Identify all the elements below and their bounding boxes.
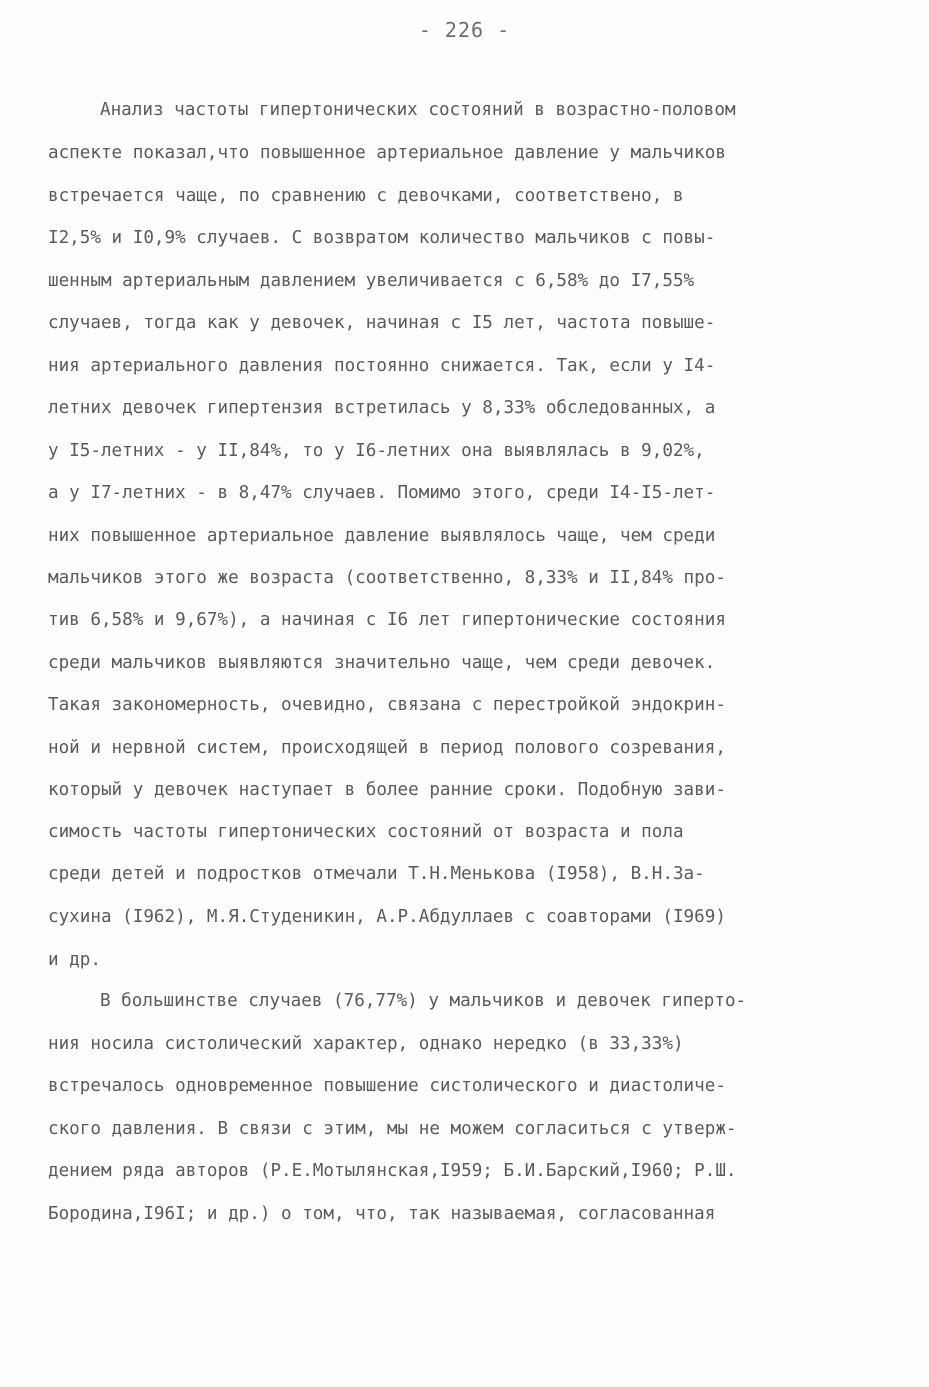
paragraph-1-line-9: у I5-летних - у II,84%, то у I6-летних она выявлялась в 9,02%, bbox=[48, 441, 705, 461]
paragraph-1-line-14: среди мальчиков выявляются значительно чаще, чем среди девочек. bbox=[48, 653, 716, 673]
paragraph-2-line-4: ского давления. В связи с этим, мы не можем согласиться с утверж- bbox=[48, 1119, 737, 1139]
paragraph-1-line-12: мальчиков этого же возраста (соответственно, 8,33% и II,84% про- bbox=[48, 568, 726, 588]
paragraph-1-line-8: летних девочек гипертензия встретилась у 8,33% обследованных, а bbox=[48, 398, 716, 418]
paragraph-1-line-5: шенным артериальным давлением увеличивается с 6,58% до I7,55% bbox=[48, 271, 695, 291]
paragraph-1-line-13: тив 6,58% и 9,67%), а начиная с I6 лет гипертонические состояния bbox=[48, 610, 726, 630]
paragraph-1-line-11: них повышенное артериальное давление выявлялось чаще, чем среди bbox=[48, 526, 716, 546]
paragraph-1-line-16: ной и нервной систем, происходящей в период полового созревания, bbox=[48, 738, 726, 758]
paragraph-1-line-6: случаев, тогда как у девочек, начиная с I5 лет, частота повыше- bbox=[48, 313, 716, 333]
paragraph-2-line-6: Бородина,I96I; и др.) о том, что, так называемая, согласованная bbox=[48, 1204, 716, 1224]
paragraph-1-line-2: аспекте показал,что повышенное артериальное давление у мальчиков bbox=[48, 143, 726, 163]
paragraph-1-line-4: I2,5% и I0,9% случаев. С возвратом количество мальчиков с повы- bbox=[48, 228, 716, 248]
paragraph-2-line-3: встречалось одновременное повышение систолического и диастоличе- bbox=[48, 1076, 726, 1096]
page-number: - 226 - bbox=[418, 18, 511, 42]
paragraph-2-line-2: ния носила систолический характер, однако нередко (в 33,33%) bbox=[48, 1034, 684, 1054]
paragraph-1-line-20: сухина (I962), М.Я.Студеникин, А.Р.Абдуллаев с соавторами (I969) bbox=[48, 907, 726, 927]
paragraph-1-line-17: который у девочек наступает в более ранние сроки. Подобную зави- bbox=[48, 780, 726, 800]
paragraph-2-line-5: дением ряда авторов (Р.Е.Мотылянская,I959; Б.И.Барский,I960; Р.Ш. bbox=[48, 1161, 737, 1181]
paragraph-1-line-21: и др. bbox=[48, 950, 101, 970]
paragraph-1-line-7: ния артериального давления постоянно снижается. Так, если у I4- bbox=[48, 356, 716, 376]
paragraph-1-line-10: а у I7-летних - в 8,47% случаев. Помимо этого, среди I4-I5-лет- bbox=[48, 483, 716, 503]
paragraph-1-line-3: встречается чаще, по сравнению с девочками, соответствено, в bbox=[48, 186, 684, 206]
paragraph-1-line-15: Такая закономерность, очевидно, связана с перестройкой эндокрин- bbox=[48, 695, 726, 715]
paragraph-1-line-19: среди детей и подростков отмечали Т.Н.Менькова (I958), В.Н.За- bbox=[48, 864, 705, 884]
paragraph-2-line-1: В большинстве случаев (76,77%) у мальчиков и девочек гиперто- bbox=[100, 991, 747, 1011]
paragraph-1-line-1: Анализ частоты гипертонических состояний в возрастно-половом bbox=[100, 100, 736, 120]
paragraph-1-line-18: симость частоты гипертонических состояний от возраста и пола bbox=[48, 822, 684, 842]
